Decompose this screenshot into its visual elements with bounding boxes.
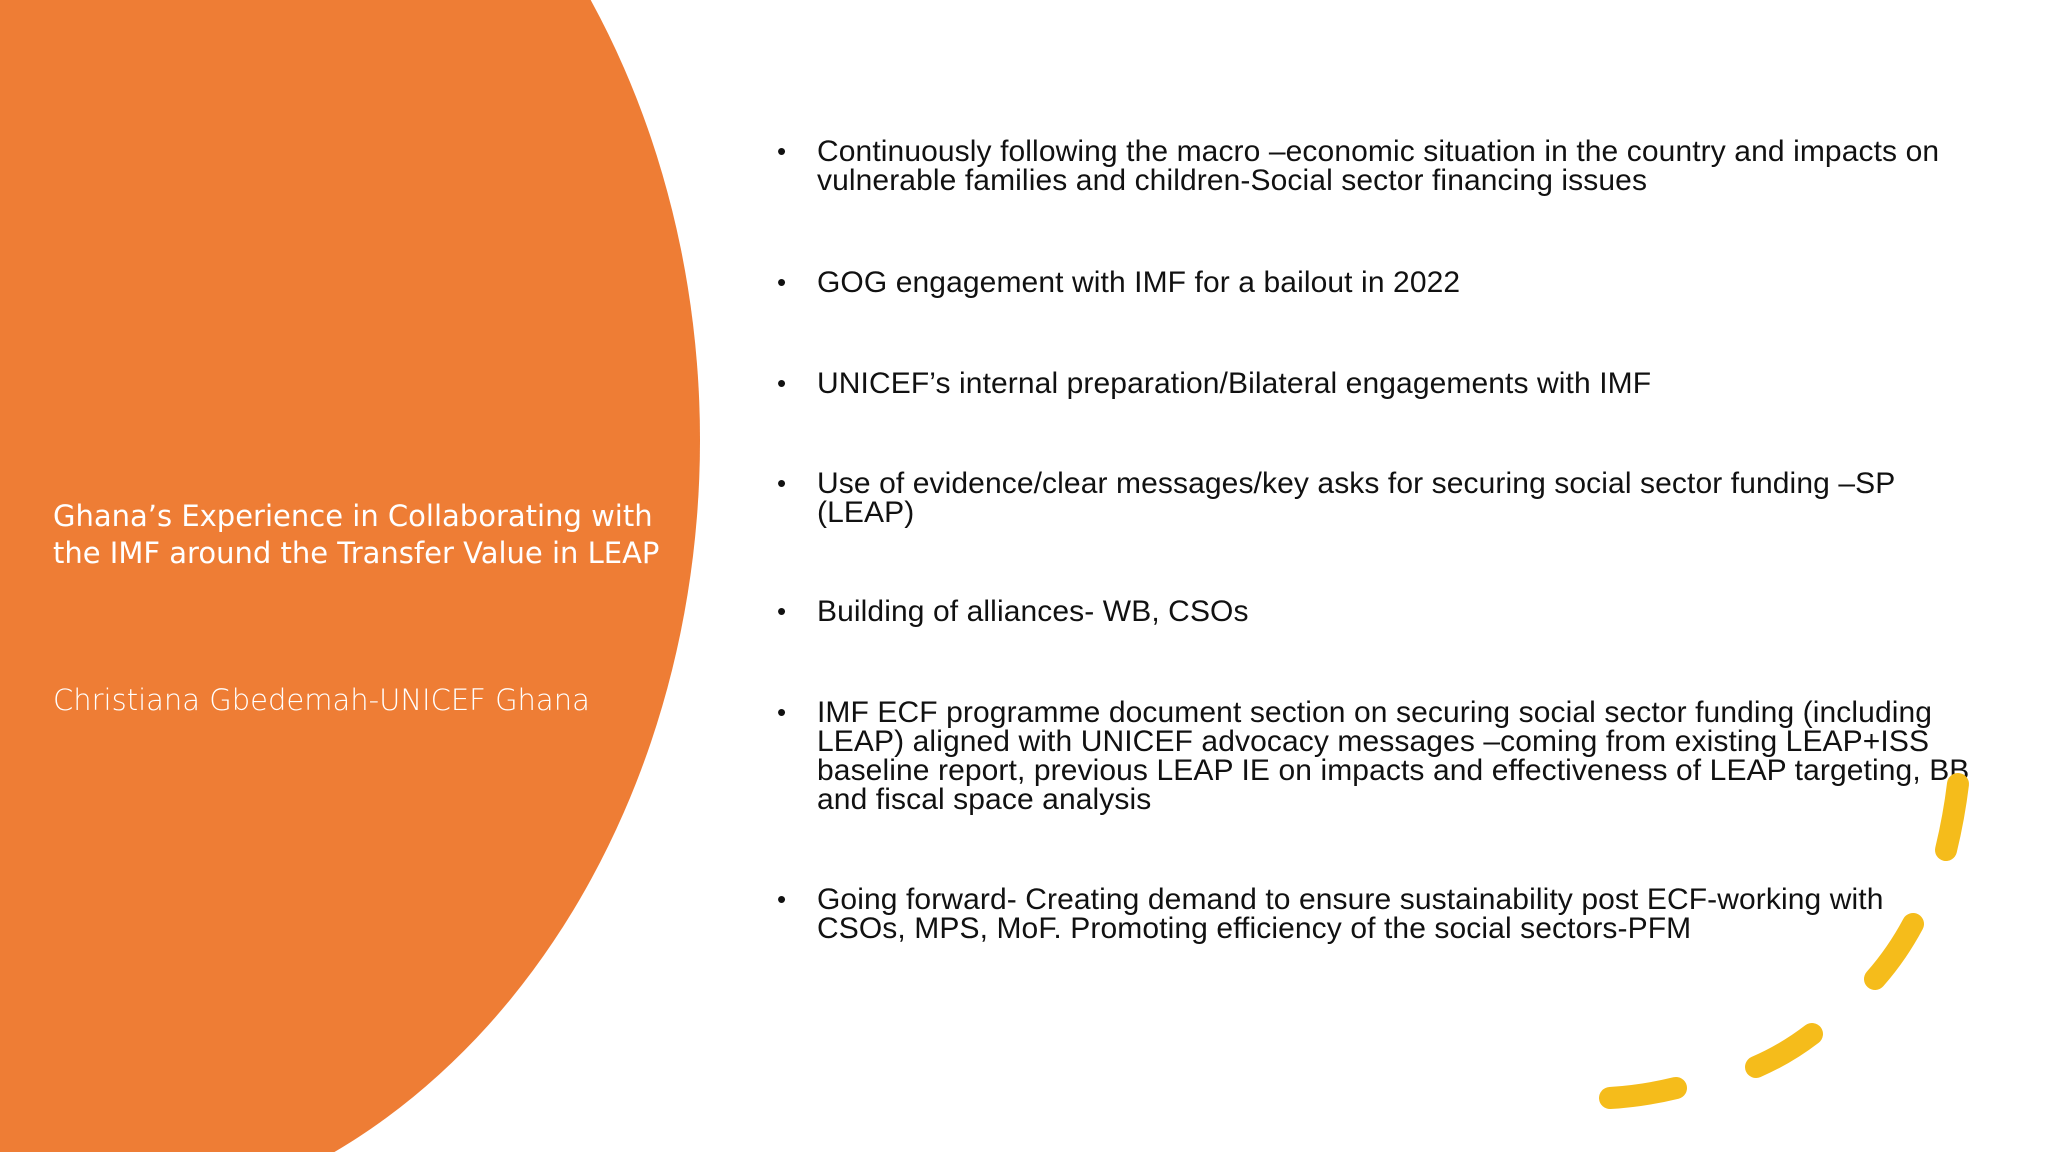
slide-title: Ghana’s Experience in Collaborating with the IMF around the Transfer Value in LEAP	[53, 499, 660, 570]
dash-segment-2	[1875, 924, 1913, 979]
bullet-text-4: Use of evidence/clear messages/key asks for securing social sector funding –SP (LEAP)	[817, 467, 1895, 529]
bullet-text-2: GOG engagement with IMF for a bailout in 2022	[817, 266, 1461, 299]
bullet-text-6: IMF ECF programme document section on securing social sector funding (including LEAP) aligned with UNICEF advocacy messages –coming from existing LEAP+ISS baseline report, previous LEAP IE on impacts and effectiveness of LEAP targeting, BB and fiscal space analysis	[817, 696, 1970, 816]
bullet-text-7: Going forward- Creating demand to ensure sustainability post ECF-working with CSOs, MPS, MoF. Promoting efficiency of the social sectors-PFM	[817, 883, 1884, 945]
bullet-dot: •	[777, 368, 787, 398]
bullet-dot: •	[777, 136, 787, 166]
bullet-text-3: UNICEF’s internal preparation/Bilateral engagements with IMF	[817, 367, 1652, 400]
dash-segment-3	[1756, 1034, 1812, 1067]
bullet-text-5: Building of alliances- WB, CSOs	[817, 595, 1249, 628]
bullet-dot: •	[777, 884, 787, 914]
slide-author: Christiana Gbedemah-UNICEF Ghana	[53, 683, 590, 717]
dash-segment-4	[1610, 1088, 1676, 1098]
bullet-dot: •	[777, 697, 787, 727]
dash-segment-1	[1946, 784, 1958, 850]
bullet-dot: •	[777, 267, 787, 297]
bullet-text-1: Continuously following the macro –economic situation in the country and impacts on vulnerable families and children-Social sector financing issues	[817, 135, 1940, 197]
bullet-dot: •	[777, 596, 787, 626]
bullet-dot: •	[777, 468, 787, 498]
